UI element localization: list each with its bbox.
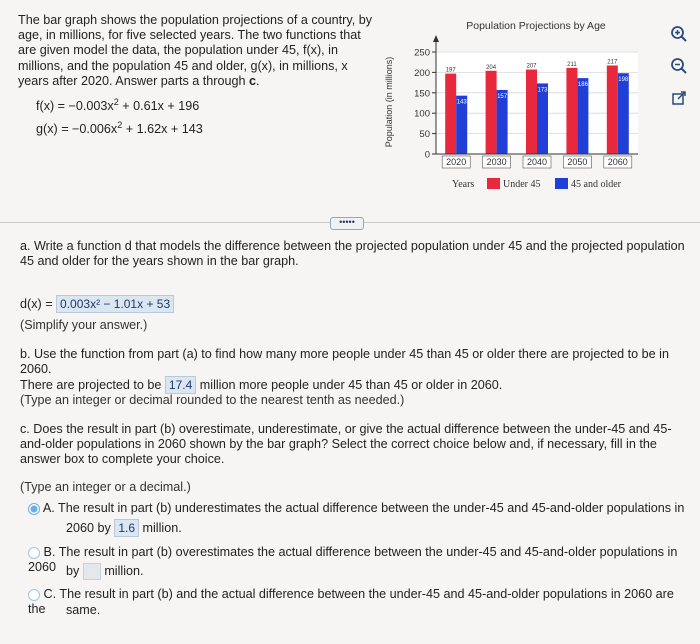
option-a-post: million. xyxy=(142,521,182,535)
part-a-prompt: a. Write a function d that models the difference between the projected population under 45 and the projected population 45 and older for the years shown in the bar graph. xyxy=(20,239,685,268)
zoom-in-button[interactable] xyxy=(668,23,690,45)
option-b-radio[interactable] xyxy=(28,547,40,559)
chart-bar-under-45 xyxy=(526,70,537,154)
option-a-text: The result in part (b) underestimates the actual difference between the under-45 and 45-and-older populations in xyxy=(58,501,685,515)
chart-ylabel: Population (in millions) xyxy=(384,56,394,148)
f-rest: + 0.61x + 196 xyxy=(118,99,200,114)
chart-data-label: 197 xyxy=(445,67,456,74)
chart-ytick-label: 0 xyxy=(424,149,430,161)
chart-data-label: 143 xyxy=(456,99,467,106)
chart-bar-45-and-older xyxy=(618,73,629,154)
part-a-answer-row xyxy=(20,295,174,313)
chart-legend-label: 45 and older xyxy=(571,179,621,190)
option-b-text: The result in part (b) overestimates the actual difference between the under-45 and 45-and-older populations in 2060 xyxy=(28,545,678,574)
chart-data-label: 173 xyxy=(537,87,548,94)
option-c-radio[interactable] xyxy=(28,589,40,601)
option-a-line2 xyxy=(66,519,182,537)
chart-xtick-label: 2050 xyxy=(567,157,588,167)
chart-bar-45-and-older xyxy=(577,78,588,154)
intro-c-label: c xyxy=(249,73,257,88)
function-f xyxy=(36,95,380,114)
chart-ytick-label: 200 xyxy=(414,67,430,79)
external-link-icon xyxy=(671,90,687,106)
chart-ytick-label: 100 xyxy=(414,108,430,120)
chart-data-label: 186 xyxy=(577,82,588,89)
part-b-prompt: b. Use the function from part (a) to find how many more people under 45 than 45 or older there are projected to be in 2060. xyxy=(20,347,669,376)
zoom-out-icon xyxy=(670,57,688,75)
chart-legend-label: Under 45 xyxy=(503,179,541,190)
option-a[interactable] xyxy=(28,501,688,516)
option-b-answer-box[interactable] xyxy=(83,563,101,580)
chart-data-label: 204 xyxy=(486,64,497,71)
option-a-letter: A. xyxy=(42,501,55,515)
option-a-radio[interactable] xyxy=(28,503,40,515)
chart-bar-under-45 xyxy=(486,71,497,154)
chart-title: Population Projections by Age xyxy=(466,20,606,32)
f-exp: 2 xyxy=(113,97,119,108)
chart-ytick-label: 150 xyxy=(414,88,430,100)
option-c-text2: same. xyxy=(66,603,101,617)
option-b-post: million. xyxy=(104,563,144,578)
function-g xyxy=(36,118,380,137)
option-a-text2: 2060 by xyxy=(66,521,111,535)
chart-xlabel: Years xyxy=(452,179,475,190)
population-chart xyxy=(380,12,642,198)
chart-xtick-label: 2030 xyxy=(486,157,507,167)
option-c-text: The result in part (b) and the actual difference between the under-45 and 45-and-older populations in 2060 are the xyxy=(28,587,674,616)
chart-bar-under-45 xyxy=(445,74,456,154)
part-a-answer-box[interactable]: 0.003x² − 1.01x + 53 xyxy=(56,295,174,313)
chart-xtick-label: 2060 xyxy=(607,157,628,167)
chart-data-label: 207 xyxy=(526,63,537,70)
zoom-in-icon xyxy=(670,25,688,43)
part-b-pre: There are projected to be xyxy=(20,378,162,392)
option-b-letter: B. xyxy=(43,545,56,559)
part-c-prompt: c. Does the result in part (b) overestimate, underestimate, or give the actual difference between the under-45 and 45-and-older populations in 2060 shown by the bar graph? Select the correct choice below and, if necessary, fill in the answer box to complete your choice. xyxy=(20,422,672,466)
option-c[interactable] xyxy=(28,587,693,617)
zoom-out-button[interactable] xyxy=(668,55,690,77)
g-exp: 2 xyxy=(117,120,123,131)
chart-y-axis-arrow xyxy=(433,35,439,42)
chart-legend xyxy=(452,178,622,190)
f-label: f(x) = −0.003x xyxy=(36,99,114,114)
toolbar xyxy=(668,23,692,119)
chart-data-label: 217 xyxy=(607,59,618,66)
g-rest: + 1.62x + 143 xyxy=(122,122,203,137)
option-b-line2 xyxy=(66,563,144,580)
g-label: g(x) = −0.006x xyxy=(36,122,118,137)
chart-bar-under-45 xyxy=(566,68,577,154)
chart-ytick-label: 50 xyxy=(419,129,430,141)
expand-more-button[interactable]: ••••• xyxy=(330,217,364,230)
problem-statement: The bar graph shows the population projections of a country, by age, in millions, for five selected years. The two functions that are given model the data, the population under 45, f(x), in millions, and the population 45 and older, g(x), in millions, x years after 2020. Answer parts a through c. $f(x) = -0.003x^2 + 0.61x + 196$ $g(x) = -0.006x^2 + 1.62x + 143$ xyxy=(18,13,380,138)
chart-legend-swatch xyxy=(555,178,568,189)
part-a-lhs: d(x) = xyxy=(20,297,53,311)
option-c-letter: C. xyxy=(43,587,57,601)
chart-data-label: 211 xyxy=(567,61,577,68)
chart-xtick-label: 2040 xyxy=(526,157,548,167)
part-b-answer-row xyxy=(20,376,502,394)
intro-text: The bar graph shows the population projections of a country, by age, in millions, for five selected years. The two functions that are given model the data, the population under 45, f(x), in millions, and the population 45 and older, g(x), in millions, x years after 2020. Answer parts a through xyxy=(18,13,373,88)
chart-legend-swatch xyxy=(487,178,500,189)
part-b-hint: (Type an integer or decimal rounded to the nearest tenth as needed.) xyxy=(20,393,405,407)
option-a-answer-box[interactable]: 1.6 xyxy=(114,519,139,537)
part-c-hint: (Type an integer or a decimal.) xyxy=(20,480,191,494)
chart-data-label: 198 xyxy=(618,77,629,84)
chart-xtick-label: 2020 xyxy=(446,157,467,167)
part-b-post: million more people under 45 than 45 or older in 2060. xyxy=(199,378,503,392)
chart-svg xyxy=(380,12,642,198)
external-link-button[interactable] xyxy=(668,87,690,109)
chart-bar-under-45 xyxy=(607,65,618,154)
part-a-hint: (Simplify your answer.) xyxy=(20,318,148,332)
chart-bar-45-and-older xyxy=(537,83,548,154)
chart-ytick-label: 250 xyxy=(414,47,430,59)
chart-data-label: 157 xyxy=(497,93,508,100)
part-b-answer-box[interactable]: 17.4 xyxy=(165,376,196,394)
option-b-by: by xyxy=(66,563,80,578)
